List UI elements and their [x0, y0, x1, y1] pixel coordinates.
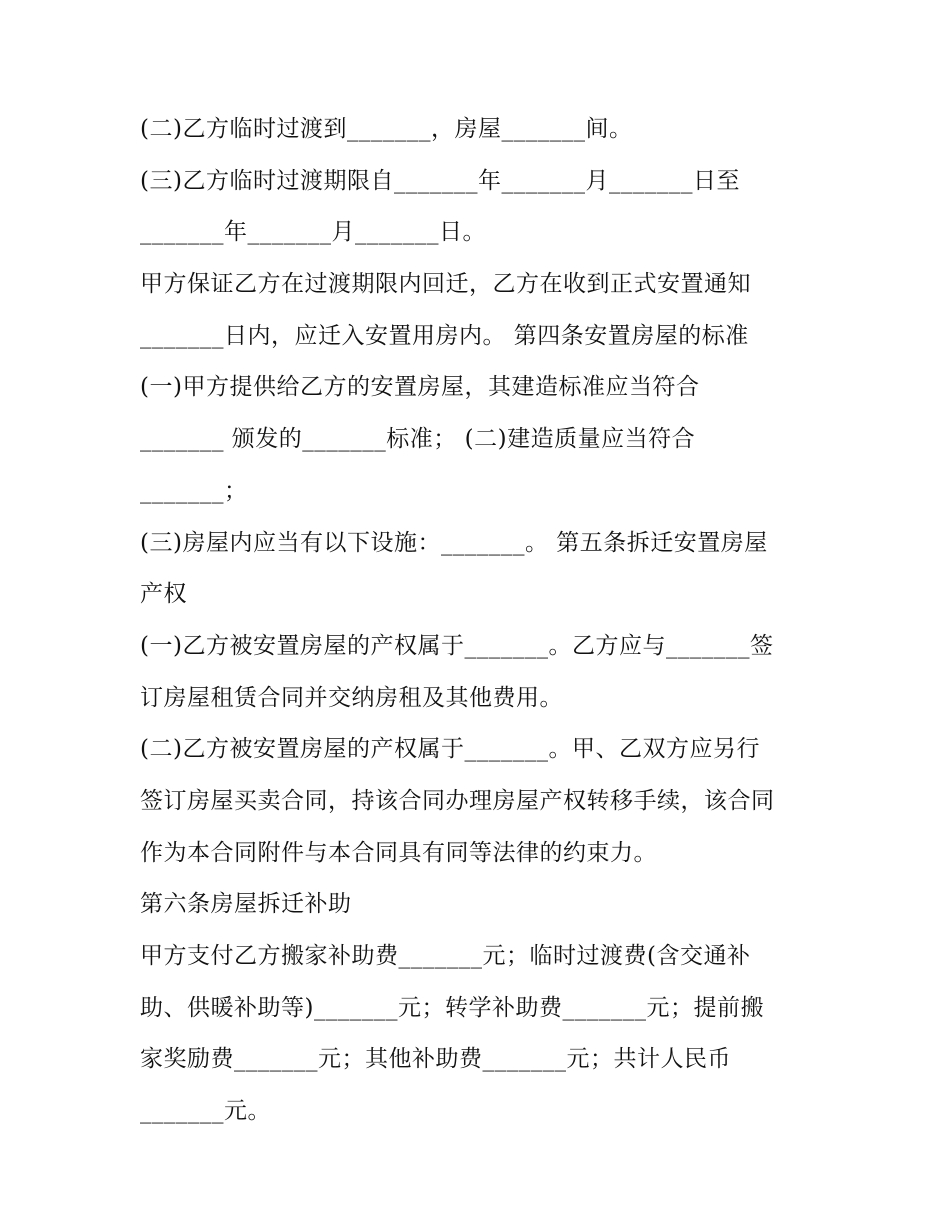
text-line: _______年_______月_______日。	[140, 219, 486, 246]
text-line: 甲方保证乙方在过渡期限内回迁，乙方在收到正式安置通知	[140, 271, 751, 298]
text-line: (二)乙方被安置房屋的产权属于_______。甲、乙双方应另行	[140, 736, 760, 763]
text-line: (三)乙方临时过渡期限自_______年_______月_______日至	[140, 167, 740, 194]
text-line: 助、供暖补助等)_______元；转学补助费_______元；提前搬	[140, 994, 764, 1021]
text-line: 签订房屋买卖合同，持该合同办理房屋产权转移手续，该合同	[140, 787, 775, 814]
text-line: (一)乙方被安置房屋的产权属于_______。乙方应与_______签	[140, 632, 774, 659]
text-line: 家奖励费_______元；其他补助费_______元；共计人民币	[140, 1046, 731, 1073]
text-line: _______；	[140, 477, 248, 504]
text-line: (二)乙方临时过渡到_______，房屋_______间。	[140, 116, 633, 142]
text-line: 作为本合同附件与本合同具有同等法律的约束力。	[140, 839, 657, 866]
text-line: 甲方支付乙方搬家补助费_______元；临时过渡费(含交通补	[140, 943, 751, 969]
text-line: _______日内，应迁入安置用房内。 第四条安置房屋的标准	[140, 322, 749, 349]
text-line: _______元。	[140, 1098, 271, 1125]
contract-text	[140, 104, 840, 1138]
section-heading: 第六条房屋拆迁补助	[140, 891, 352, 918]
text-line: 产权	[140, 581, 187, 608]
text-line: 订房屋租赁合同并交纳房租及其他费用。	[140, 684, 563, 711]
text-line: (三)房屋内应当有以下设施：_______。 第五条拆迁安置房屋	[140, 529, 768, 556]
text-line: _______ 颁发的_______标准； (二)建造质量应当符合	[140, 426, 696, 453]
text-line: (一)甲方提供给乙方的安置房屋，其建造标准应当符合	[140, 374, 700, 401]
